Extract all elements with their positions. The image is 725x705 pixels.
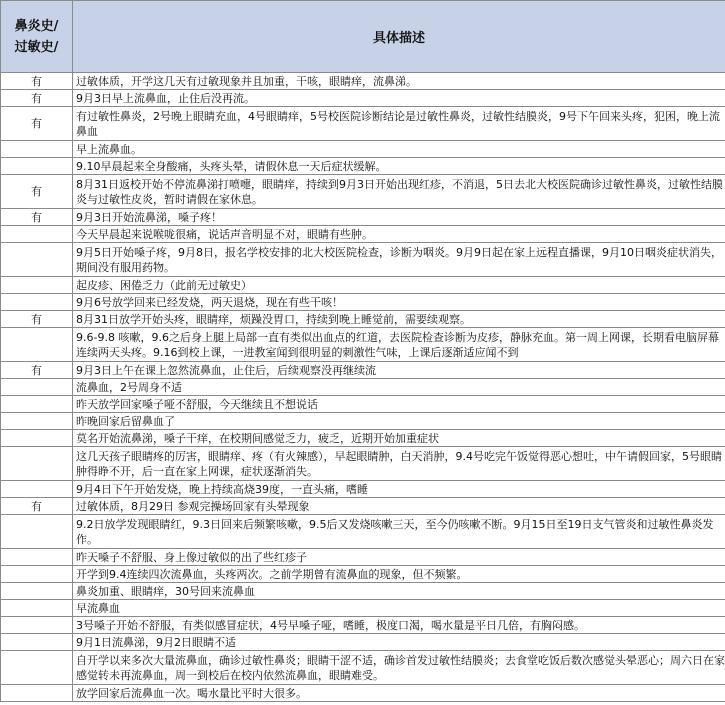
description-cell[interactable]: 流鼻血，2号周身不适 [73, 379, 725, 396]
header-history-line1: 鼻炎史/ [14, 18, 59, 34]
description-cell[interactable]: 9月4日下午开始发烧，晚上持续高烧39度，一直头痛，嗜睡 [73, 481, 725, 498]
description-cell[interactable]: 9.2日放学发现眼睛红，9.3日回来后频繁咳嗽，9.5后又发烧咳嗽三天，至今仍咳嗽不断。9月15日至19日支气管炎和过敏性鼻炎发作。 [73, 515, 725, 549]
table-row [1, 294, 725, 311]
description-cell[interactable]: 9月6号放学回来已经发烧，两天退烧，现在有些干咳！ [73, 294, 725, 311]
table-row [1, 498, 725, 515]
description-cell[interactable]: 9月1日流鼻涕，9月2日眼睛不适 [73, 634, 725, 651]
description-cell[interactable]: 9月3日上午在课上忽然流鼻血，止住后，后续观察没再继续流 [73, 362, 725, 379]
description-cell[interactable]: 自开学以来多次大量流鼻血，确诊过敏性鼻炎；眼睛干涩不适，确诊首发过敏性结膜炎；去食堂吃饭后数次感觉头晕恶心；周六日在家感觉转未再流鼻血，周一到校后在校内依然流鼻血，眼睛难受。 [73, 651, 725, 685]
table-row [1, 651, 725, 685]
description-cell[interactable]: 早上流鼻血。 [73, 141, 725, 158]
description-cell[interactable]: 鼻炎加重、眼睛痒，30号回来流鼻血 [73, 583, 725, 600]
history-cell[interactable] [1, 396, 73, 413]
description-cell[interactable]: 今天早晨起来说喉咙很痛，说话声音明显不对，眼睛有些肿。 [73, 226, 725, 243]
table-row [1, 617, 725, 634]
history-cell[interactable]: 有 [1, 107, 73, 141]
description-cell[interactable]: 9月3日早上流鼻血，止住后没再流。 [73, 90, 725, 107]
history-cell[interactable] [1, 566, 73, 583]
history-cell[interactable] [1, 685, 73, 702]
table-row [1, 515, 725, 549]
description-cell[interactable]: 昨天嗓子不舒服、身上像过敏似的出了些红疹子 [73, 549, 725, 566]
history-cell[interactable] [1, 549, 73, 566]
table-row [1, 566, 725, 583]
header-description[interactable]: 具体描述 [73, 1, 725, 73]
history-cell[interactable]: 有 [1, 90, 73, 107]
table-row [1, 328, 725, 362]
history-cell[interactable] [1, 158, 73, 175]
history-cell[interactable] [1, 243, 73, 277]
history-cell[interactable] [1, 413, 73, 430]
table-row [1, 685, 725, 702]
description-cell[interactable]: 过敏体质，8月29日 参观完操场回家有头晕现象 [73, 498, 725, 515]
history-cell[interactable]: 有 [1, 498, 73, 515]
table-row [1, 277, 725, 294]
table-row [1, 379, 725, 396]
description-cell[interactable]: 昨晚回家后留鼻血了 [73, 413, 725, 430]
table-row [1, 600, 725, 617]
table-row [1, 226, 725, 243]
table-row [1, 311, 725, 328]
description-cell[interactable]: 8月31日放学开始头疼，眼睛痒，烦躁没胃口，持续到晚上睡觉前，需要续观察。 [73, 311, 725, 328]
history-cell[interactable]: 有 [1, 311, 73, 328]
table-row [1, 175, 725, 209]
description-cell[interactable]: 昨天放学回家嗓子哑不舒服，今天继续且不想说话 [73, 396, 725, 413]
description-cell[interactable]: 9月3日开始流鼻涕，嗓子疼！ [73, 209, 725, 226]
history-cell[interactable] [1, 617, 73, 634]
table-row [1, 396, 725, 413]
history-cell[interactable] [1, 583, 73, 600]
header-history[interactable] [1, 1, 73, 73]
table-row [1, 90, 725, 107]
history-cell[interactable]: 有 [1, 209, 73, 226]
table-row [1, 481, 725, 498]
history-cell[interactable] [1, 600, 73, 617]
description-cell[interactable]: 起皮疹、困倦乏力（此前无过敏史） [73, 277, 725, 294]
history-cell[interactable] [1, 447, 73, 481]
table-row [1, 430, 725, 447]
description-cell[interactable]: 放学回家后流鼻血一次。喝水量比平时大很多。 [73, 685, 725, 702]
history-cell[interactable]: 有 [1, 362, 73, 379]
description-cell[interactable]: 3号嗓子开始不舒服，有类似感冒症状，4号早嗓子哑，嗜睡，极度口渴，喝水量是平日几倍，有胸闷感。 [73, 617, 725, 634]
table-row [1, 243, 725, 277]
history-cell[interactable] [1, 634, 73, 651]
history-cell[interactable] [1, 481, 73, 498]
description-cell[interactable]: 9.10早晨起来全身酸痛，头疼头晕，请假休息一天后症状缓解。 [73, 158, 725, 175]
description-cell[interactable]: 9.6-9.8 咳嗽，9.6之后身上腿上局部一直有类似出血点的红道，去医院检查诊断为皮疹，静脉充血。第一周上网课，长期看电脑屏幕连续两天头疼。9.16到校上课，一进教室闻到很明显的刺激性气味，上课后逐渐适应闻不到 [73, 328, 725, 362]
description-cell[interactable]: 8月31日返校开始不停流鼻涕打喷嚏，眼睛痒，持续到9月3日开始出现红疹，不消退，5日去北大校医院确诊过敏性鼻炎，过敏性结膜炎与过敏性皮炎，暂时请假在家休息。 [73, 175, 725, 209]
table-row [1, 158, 725, 175]
description-cell[interactable]: 这几天孩子眼睛疼的厉害，眼睛痒、疼（有火辣感），早起眼睛肿，白天消肿，9.4号吃完午饭觉得恶心想吐，中午请假回家，5号眼睛肿得睁不开，后一直在家上网课，症状逐渐消失。 [73, 447, 725, 481]
description-cell[interactable]: 有过敏性鼻炎，2号晚上眼睛充血，4号眼睛痒，5号校医院诊断结论是过敏性鼻炎，过敏性结膜炎，9号下午回来头疼，犯困，晚上流鼻血 [73, 107, 725, 141]
table-row [1, 549, 725, 566]
table-row [1, 362, 725, 379]
history-cell[interactable] [1, 226, 73, 243]
header-row [1, 1, 725, 73]
table-row [1, 583, 725, 600]
history-cell[interactable] [1, 651, 73, 685]
description-cell[interactable]: 开学到9.4连续四次流鼻血，头疼两次。之前学期曾有流鼻血的现象，但不频繁。 [73, 566, 725, 583]
description-cell[interactable]: 过敏体质，开学这几天有过敏现象并且加重，干咳，眼睛痒，流鼻涕。 [73, 73, 725, 90]
table-row [1, 107, 725, 141]
history-cell[interactable]: 有 [1, 73, 73, 90]
table-row [1, 73, 725, 90]
description-cell[interactable]: 莫名开始流鼻涕，嗓子干痒，在校期间感觉乏力，疲乏，近期开始加重症状 [73, 430, 725, 447]
history-cell[interactable] [1, 141, 73, 158]
description-cell[interactable]: 早流鼻血 [73, 600, 725, 617]
history-cell[interactable] [1, 294, 73, 311]
table-row [1, 634, 725, 651]
table-row [1, 141, 725, 158]
table-row [1, 447, 725, 481]
history-cell[interactable] [1, 430, 73, 447]
history-cell[interactable]: 有 [1, 175, 73, 209]
table-row [1, 209, 725, 226]
history-cell[interactable] [1, 379, 73, 396]
history-cell[interactable] [1, 328, 73, 362]
history-cell[interactable] [1, 515, 73, 549]
description-cell[interactable]: 9月5日开始嗓子疼，9月8日，报名学校安排的北大校医院检查，诊断为咽炎。9月9日起在家上远程直播课，9月10日咽炎症状消失，期间没有服用药物。 [73, 243, 725, 277]
table-row [1, 413, 725, 430]
history-cell[interactable] [1, 277, 73, 294]
header-history-line2: 过敏史/ [14, 39, 59, 55]
